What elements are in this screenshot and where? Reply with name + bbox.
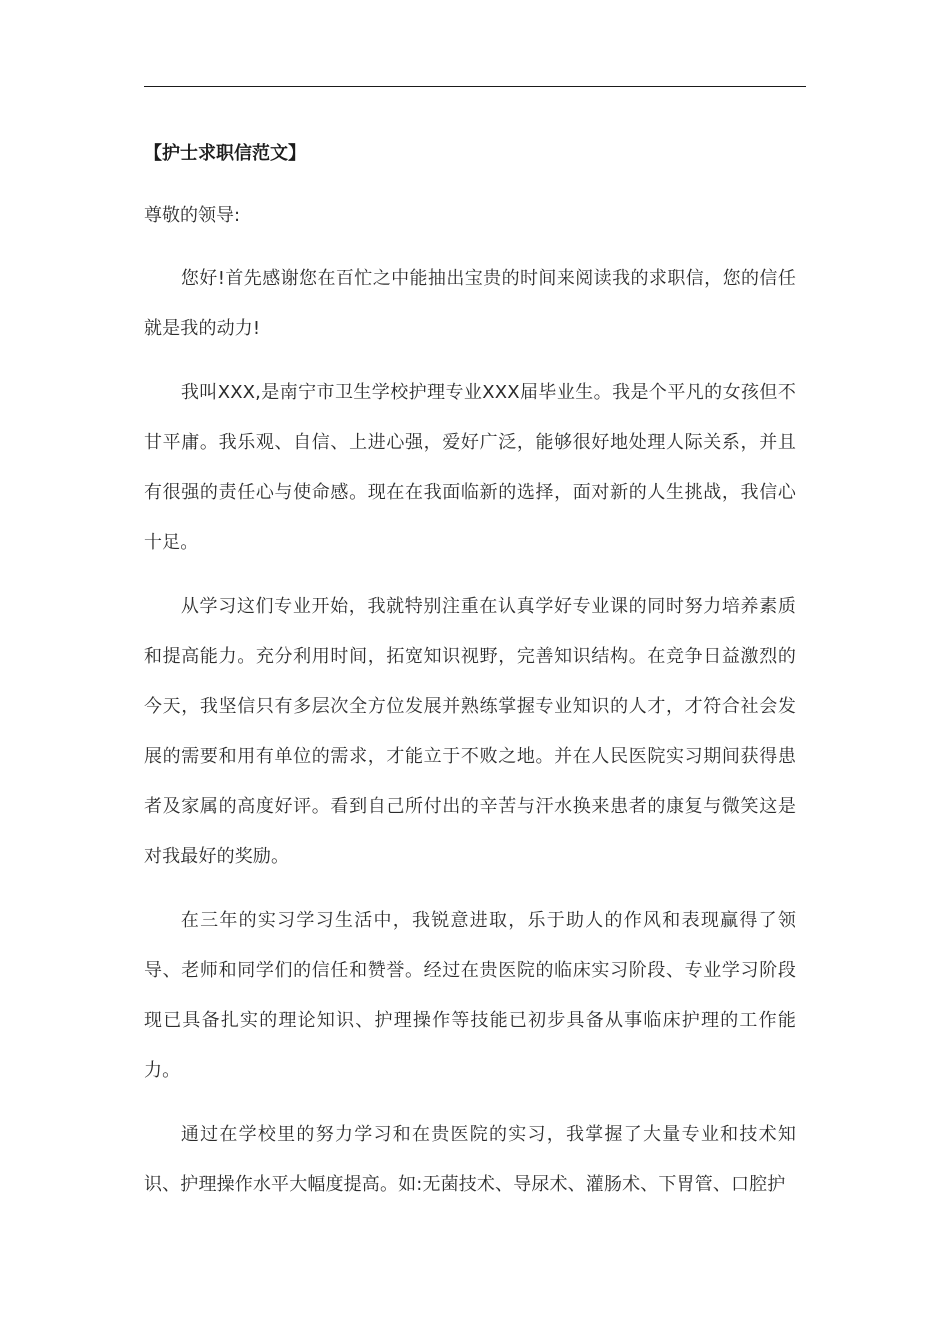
paragraph-study: 从学习这们专业开始，我就特别注重在认真学好专业课的同时努力培养素质和提高能力。充分利用时间，拓宽知识视野，完善知识结构。在竞争日益激烈的今天，我坚信只有多层次全方位发展并熟练掌握专业知识的人才，才符合社会发展的需要和用有单位的需求，才能立于不败之地。并在人民医院实习期间获得患者及家属的高度好评。看到自己所付出的辛苦与汗水换来患者的康复与微笑这是对我最好的奖励。 [144, 596, 796, 867]
paragraph-internship: 在三年的实习学习生活中，我锐意进取，乐于助人的作风和表现赢得了领导、老师和同学们的信任和赞誉。经过在贵医院的临床实习阶段、专业学习阶段现已具备扎实的理论知识、护理操作等技能已初步具备从事临床护理的工作能力。 [144, 910, 796, 1081]
header-rule [144, 86, 806, 87]
paragraph-skills: 通过在学校里的努力学习和在贵医院的实习，我掌握了大量专业和技术知识、护理操作水平大幅度提高。如:无菌技术、导尿术、灌肠术、下胃管、口腔护 [144, 1124, 796, 1195]
salutation: 尊敬的领导: [144, 205, 241, 226]
document-title: 【护士求职信范文】 [144, 143, 306, 164]
paragraph-introduction: 我叫XXX,是南宁市卫生学校护理专业XXX届毕业生。我是个平凡的女孩但不甘平庸。我乐观、自信、上进心强，爱好广泛，能够很好地处理人际关系，并且有很强的责任心与使命感。现在在我面临新的选择，面对新的人生挑战，我信心十足。 [144, 382, 796, 553]
paragraph-greeting: 您好!首先感谢您在百忙之中能抽出宝贵的时间来阅读我的求职信，您的信任就是我的动力! [144, 268, 796, 339]
document-body [144, 130, 796, 1210]
